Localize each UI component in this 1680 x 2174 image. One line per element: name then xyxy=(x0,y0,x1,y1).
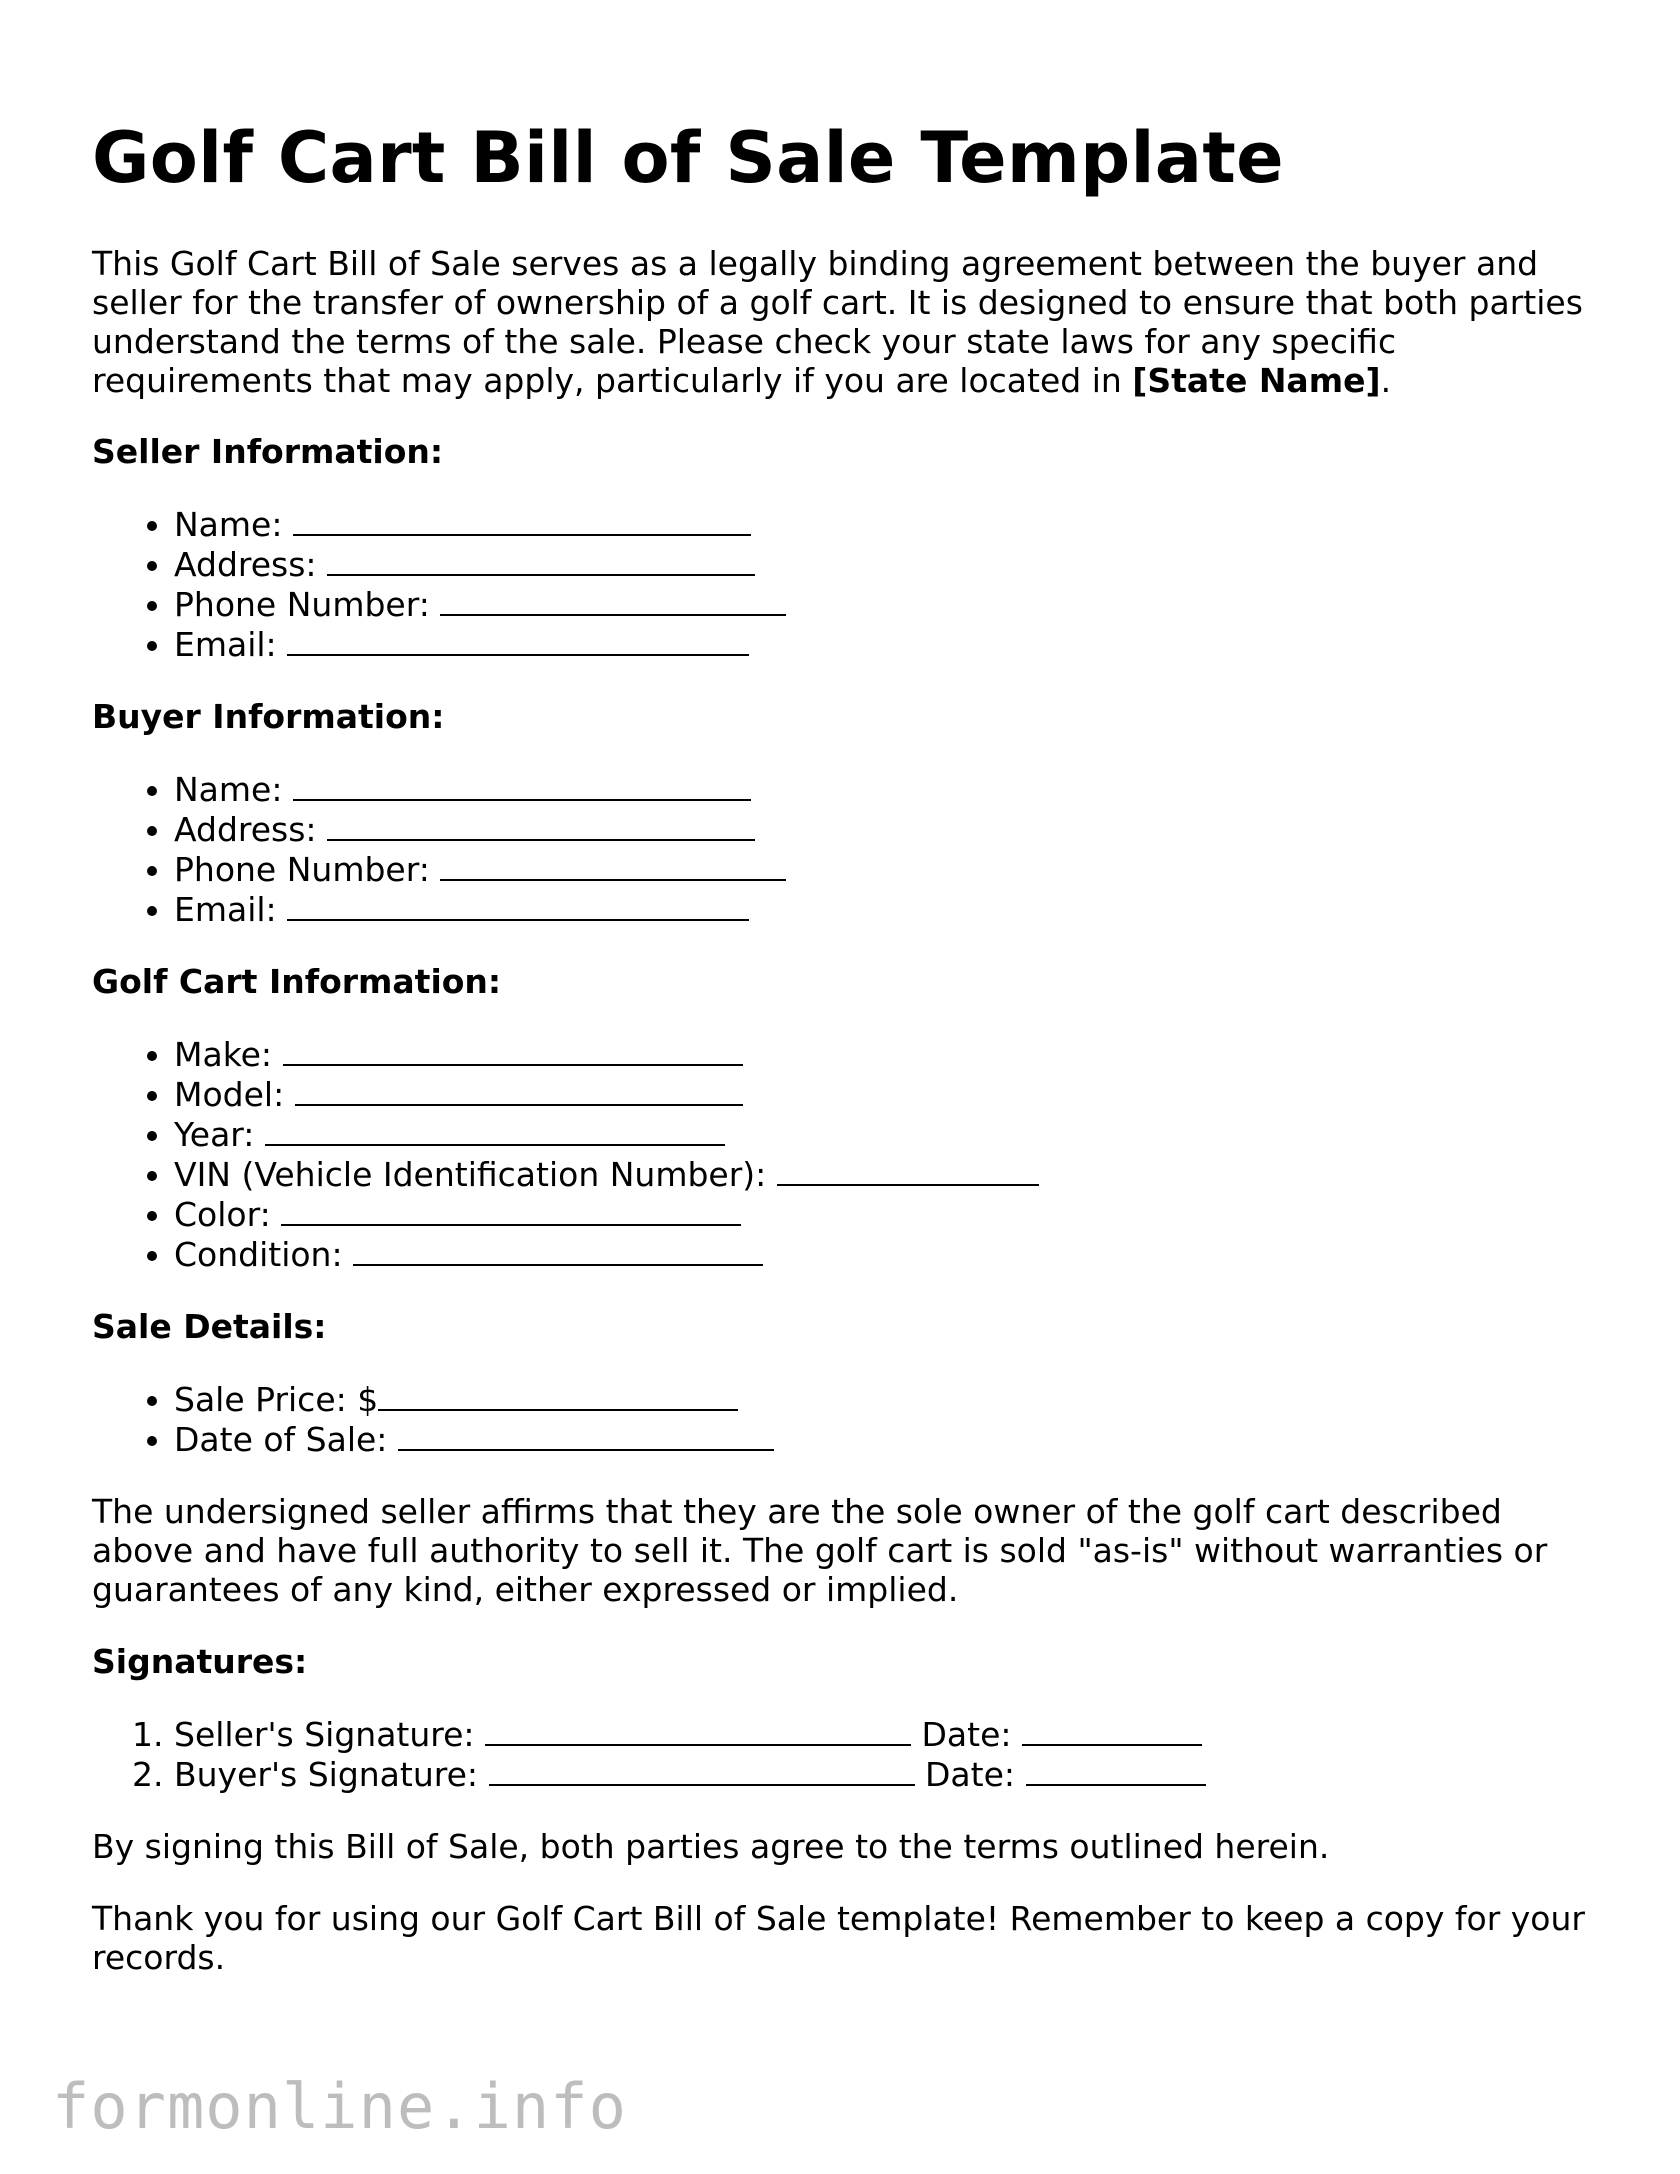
cart-condition-field xyxy=(174,1234,1592,1274)
cart-make-field xyxy=(174,1034,1592,1074)
signatures-heading: Signatures: xyxy=(92,1642,308,1681)
state-name-placeholder: [State Name] xyxy=(1132,361,1381,400)
seller-name-field xyxy=(174,504,1592,544)
cart-condition-blank[interactable] xyxy=(353,1234,763,1266)
cart-color-blank[interactable] xyxy=(281,1194,741,1226)
intro-text: This Golf Cart Bill of Sale serves as a legally binding agreement between the buyer and seller for the transfer of ownership of a golf cart. It is designed to ensure that both parties understand the terms of the sale. Please check your state laws for any specific requirements that may apply, particularly if you are located in xyxy=(92,244,1583,400)
cart-condition-label: Condition: xyxy=(174,1235,354,1274)
seller-phone-label: Phone Number: xyxy=(174,585,441,624)
sale-field-list xyxy=(92,1379,1592,1459)
cart-year-label: Year: xyxy=(174,1115,265,1154)
cart-vin-field xyxy=(174,1154,1592,1194)
cart-model-blank[interactable] xyxy=(295,1074,743,1106)
sale-date-field xyxy=(174,1419,1592,1459)
seller-name-blank[interactable] xyxy=(293,504,751,536)
seller-address-field xyxy=(174,544,1592,584)
seller-date-blank[interactable] xyxy=(1022,1714,1202,1746)
seller-signature-blank[interactable] xyxy=(485,1714,911,1746)
buyer-phone-field xyxy=(174,849,1592,889)
buyer-name-field xyxy=(174,769,1592,809)
seller-date-label: Date: xyxy=(911,1715,1023,1754)
sale-price-blank[interactable] xyxy=(378,1379,738,1411)
buyer-phone-label: Phone Number: xyxy=(174,850,441,889)
buyer-email-blank[interactable] xyxy=(287,889,749,921)
cart-vin-blank[interactable] xyxy=(777,1154,1039,1186)
sale-price-label: Sale Price: $ xyxy=(174,1380,379,1419)
intro-paragraph xyxy=(92,244,1592,400)
buyer-address-label: Address: xyxy=(174,810,328,849)
cart-year-blank[interactable] xyxy=(265,1114,725,1146)
buyer-phone-blank[interactable] xyxy=(440,849,786,881)
seller-address-blank[interactable] xyxy=(327,544,755,576)
buyer-field-list xyxy=(92,769,1592,929)
sale-date-blank[interactable] xyxy=(398,1419,774,1451)
thanks-paragraph: Thank you for using our Golf Cart Bill of Sale template! Remember to keep a copy for your records. xyxy=(92,1899,1585,1977)
seller-field-list xyxy=(92,504,1592,664)
sale-price-field xyxy=(174,1379,1592,1419)
seller-signature-field xyxy=(174,1714,1592,1754)
seller-phone-blank[interactable] xyxy=(440,584,786,616)
page-title: Golf Cart Bill of Sale Template xyxy=(92,117,1284,199)
buyer-name-blank[interactable] xyxy=(293,769,751,801)
buyer-address-field xyxy=(174,809,1592,849)
buyer-heading: Buyer Information: xyxy=(92,697,445,736)
signature-list xyxy=(92,1714,1592,1794)
cart-year-field xyxy=(174,1114,1592,1154)
buyer-email-label: Email: xyxy=(174,890,288,929)
cart-color-label: Color: xyxy=(174,1195,282,1234)
buyer-name-label: Name: xyxy=(174,770,293,809)
agreement-paragraph: By signing this Bill of Sale, both parties agree to the terms outlined herein. xyxy=(92,1827,1330,1866)
sale-date-label: Date of Sale: xyxy=(174,1420,398,1459)
buyer-signature-blank[interactable] xyxy=(489,1754,915,1786)
buyer-signature-label: Buyer's Signature: xyxy=(174,1755,489,1794)
cart-make-label: Make: xyxy=(174,1035,283,1074)
affirmation-paragraph: The undersigned seller affirms that they are the sole owner of the golf cart described above and have full authority to sell it. The golf cart is sold "as-is" without warranties or guarantees of any kind, either expressed or implied. xyxy=(92,1492,1548,1609)
seller-address-label: Address: xyxy=(174,545,328,584)
document xyxy=(92,118,1592,1977)
seller-signature-label: Seller's Signature: xyxy=(174,1715,486,1754)
intro-end: . xyxy=(1380,361,1392,400)
cart-color-field xyxy=(174,1194,1592,1234)
buyer-address-blank[interactable] xyxy=(327,809,755,841)
seller-name-label: Name: xyxy=(174,505,293,544)
seller-email-label: Email: xyxy=(174,625,288,664)
cart-field-list xyxy=(92,1034,1592,1274)
cart-make-blank[interactable] xyxy=(283,1034,743,1066)
cart-vin-label: VIN (Vehicle Identification Number): xyxy=(174,1155,777,1194)
watermark: formonline.info xyxy=(52,2070,627,2143)
sale-heading: Sale Details: xyxy=(92,1307,327,1346)
cart-model-label: Model: xyxy=(174,1075,295,1114)
seller-heading: Seller Information: xyxy=(92,432,444,471)
seller-email-field xyxy=(174,624,1592,664)
seller-email-blank[interactable] xyxy=(287,624,749,656)
buyer-date-label: Date: xyxy=(914,1755,1026,1794)
seller-phone-field xyxy=(174,584,1592,624)
buyer-date-blank[interactable] xyxy=(1026,1754,1206,1786)
cart-model-field xyxy=(174,1074,1592,1114)
buyer-email-field xyxy=(174,889,1592,929)
buyer-signature-field xyxy=(174,1754,1592,1794)
cart-heading: Golf Cart Information: xyxy=(92,962,502,1001)
